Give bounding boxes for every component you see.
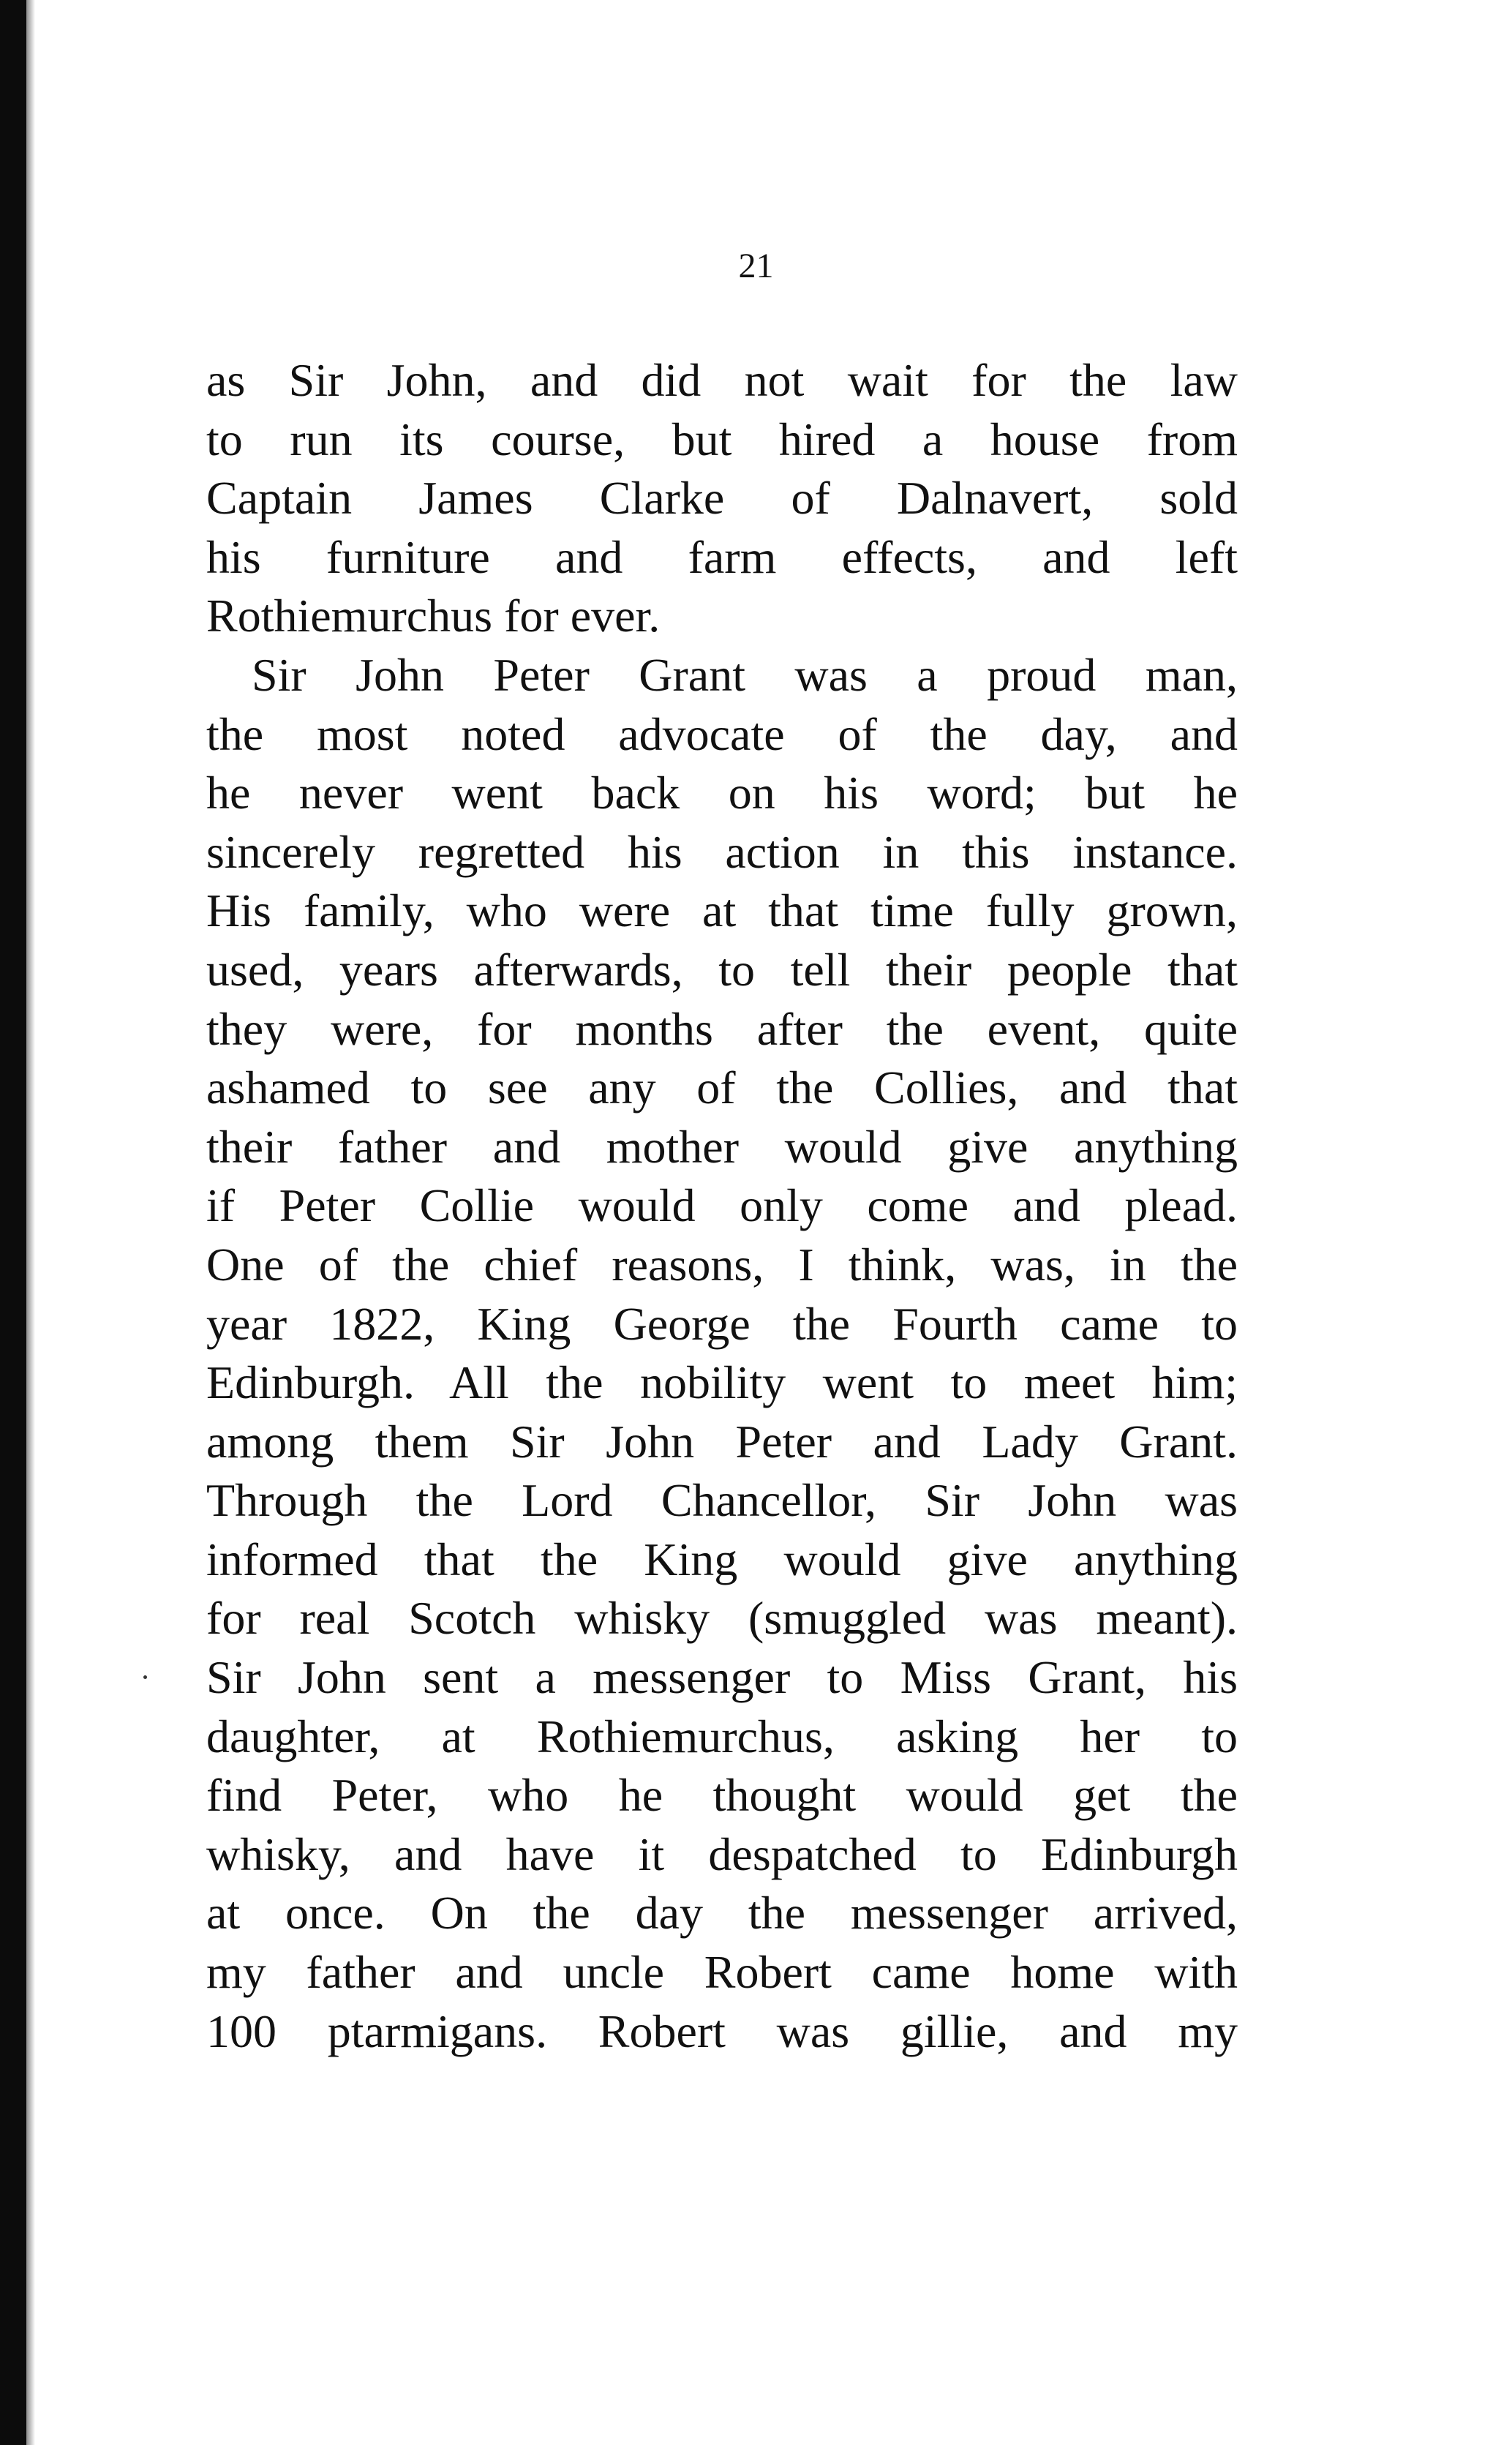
text-line: One of the chief reasons, I think, was, in the [206,1238,1238,1291]
body-text [206,351,1238,2061]
text-line: they were, for months after the event, quite [206,1002,1238,1055]
text-line: Edinburgh. All the nobility went to meet him; [206,1356,1238,1409]
margin-speck [143,1675,147,1679]
text-line: Rothiemurchus for ever. [206,590,661,642]
text-line: 100 ptarmigans. Robert was gillie, and my [206,2005,1238,2057]
text-line: used, years afterwards, to tell their people that [206,943,1238,996]
text-line: whisky, and have it despatched to Edinburgh [206,1828,1238,1880]
text-line: sincerely regretted his action in this instance. [206,825,1238,878]
text-line: year 1822, King George the Fourth came to [206,1297,1238,1350]
text-line: my father and uncle Robert came home with [206,1946,1238,1999]
text-line: His family, who were at that time fully grown, [206,885,1238,937]
text-line: to run its course, but hired a house from [206,413,1238,465]
text-line: if Peter Collie would only come and plead. [206,1179,1238,1232]
text-line: for real Scotch whisky (smuggled was meant). [206,1592,1238,1645]
text-line: ashamed to see any of the Collies, and that [206,1062,1238,1114]
text-line: their father and mother would give anything [206,1120,1238,1173]
text-line: find Peter, who he thought would get the [206,1769,1238,1822]
page-number: 21 [738,247,774,285]
text-line: daughter, at Rothiemurchus, asking her to [206,1710,1238,1762]
text-line: Through the Lord Chancellor, Sir John was [206,1474,1238,1527]
text-line: Sir John sent a messenger to Miss Grant, his [206,1651,1238,1704]
text-line: as Sir John, and did not wait for the law [206,354,1238,406]
text-line: informed that the King would give anything [206,1533,1238,1585]
text-line: the most noted advocate of the day, and [206,707,1238,760]
text-line: he never went back on his word; but he [206,767,1238,819]
text-line: among them Sir John Peter and Lady Grant. [206,1415,1238,1468]
text-line: his furniture and farm effects, and left [206,530,1238,583]
text-line: Captain James Clarke of Dalnavert, sold [206,472,1238,525]
book-binding-edge [0,0,26,2445]
text-line: at once. On the day the messenger arrived, [206,1887,1238,1939]
text-line: Sir John Peter Grant was a proud man, [252,648,1238,701]
